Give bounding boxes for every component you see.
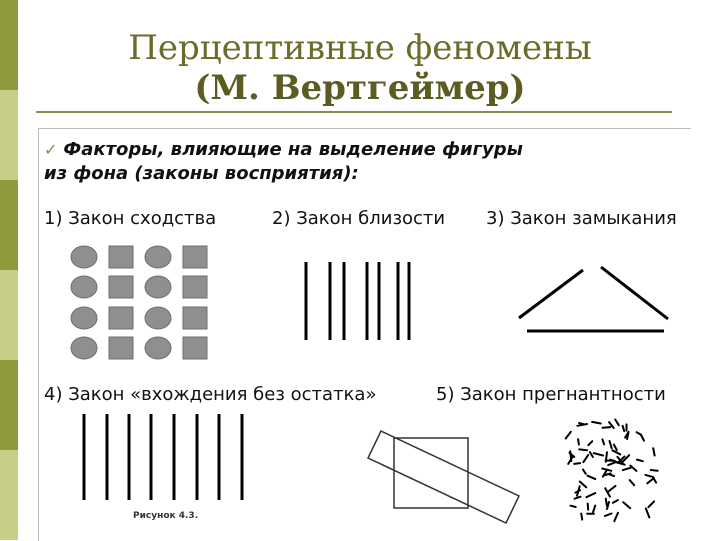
pragnanz-dash [651, 470, 658, 471]
pragnanz-dash [574, 463, 580, 464]
similarity-circle [145, 246, 171, 268]
pragnanz-dash [615, 420, 619, 426]
pragnanz-dash [605, 514, 612, 517]
law-label-proximity: 2) Закон близости [272, 208, 445, 229]
similarity-square [109, 307, 133, 329]
similarity-square [183, 337, 207, 359]
similarity-circle [71, 246, 97, 268]
pragnanz-dash [602, 439, 604, 444]
pragnanz-dash [579, 423, 584, 424]
pragnanz-dash [623, 502, 630, 508]
pragnanz-dash [637, 460, 643, 462]
overlap-square [394, 438, 468, 508]
pragnanz-dash [581, 514, 582, 520]
pragnanz-dash [608, 486, 616, 492]
pragnanz-dash [570, 451, 571, 461]
similarity-square [109, 276, 133, 298]
similarity-square [183, 246, 207, 268]
pragnanz-dash [594, 453, 603, 455]
pragnanz-dash [641, 434, 644, 440]
overlap-figure [368, 431, 519, 523]
similarity-circle [71, 307, 97, 329]
pragnanz-dash [590, 452, 593, 457]
pragnanz-dash [613, 500, 618, 503]
pragnanz-dash [608, 462, 616, 465]
pragnanz-dash [578, 439, 579, 444]
pragnanz-dash [588, 441, 592, 445]
law-label-pragnanz: 5) Закон прегнантности [436, 384, 666, 405]
inclusion-figure [84, 414, 242, 500]
pragnanz-dash [614, 513, 618, 521]
proximity-figure [306, 262, 409, 340]
similarity-square [183, 276, 207, 298]
title-line-1: Перцептивные феномены [30, 28, 690, 68]
bullet-line-2: из фона (законы восприятия): [44, 163, 359, 184]
pragnanz-dash [610, 441, 612, 448]
closure-figure [519, 267, 668, 331]
title-line-2: (М. Вертгеймер) [30, 68, 690, 108]
similarity-circle [145, 307, 171, 329]
pragnanz-figure [566, 420, 658, 522]
pragnanz-dash [577, 486, 580, 496]
similarity-circle [71, 276, 97, 298]
pragnanz-dash [579, 449, 587, 450]
pragnanz-dash [583, 455, 588, 462]
closure-right-side [601, 267, 668, 319]
pragnanz-dash [593, 506, 595, 513]
closure-left-side [519, 270, 583, 318]
pragnanz-dash [614, 445, 617, 451]
law-label-inclusion: 4) Закон «вхождения без остатка» [44, 384, 376, 405]
figure-caption: Рисунок 4.3. [133, 511, 198, 521]
pragnanz-dash [646, 508, 650, 517]
similarity-square [109, 337, 133, 359]
pragnanz-dash [571, 506, 576, 507]
pragnanz-dash [575, 497, 581, 499]
pragnanz-dash [606, 452, 607, 462]
pragnanz-dash [648, 501, 654, 507]
pragnanz-dash [566, 432, 571, 439]
pragnanz-dash [588, 504, 589, 510]
pragnanz-dash [630, 480, 635, 485]
pragnanz-dash [623, 426, 625, 431]
similarity-circle [145, 337, 171, 359]
pragnanz-dash [583, 470, 586, 474]
similarity-figure [71, 246, 207, 359]
pragnanz-dash [592, 422, 601, 424]
similarity-square [109, 246, 133, 268]
pragnanz-dash [646, 475, 652, 477]
checkmark-icon: ✓ [44, 140, 57, 159]
law-label-similarity: 1) Закон сходства [44, 208, 216, 229]
pragnanz-dash [606, 499, 607, 506]
overlap-tilted-rectangle [368, 431, 519, 523]
law-label-closure: 3) Закон замыкания [486, 208, 677, 229]
similarity-circle [71, 337, 97, 359]
pragnanz-dash [603, 427, 611, 428]
bullet-line-1: Факторы, влияющие на выделение фигуры [63, 139, 522, 160]
pragnanz-dash [653, 448, 654, 455]
pragnanz-dash [586, 493, 595, 497]
similarity-circle [145, 276, 171, 298]
pragnanz-dash [623, 468, 631, 470]
pragnanz-dash [588, 476, 596, 479]
pragnanz-dash [580, 482, 587, 488]
similarity-square [183, 307, 207, 329]
